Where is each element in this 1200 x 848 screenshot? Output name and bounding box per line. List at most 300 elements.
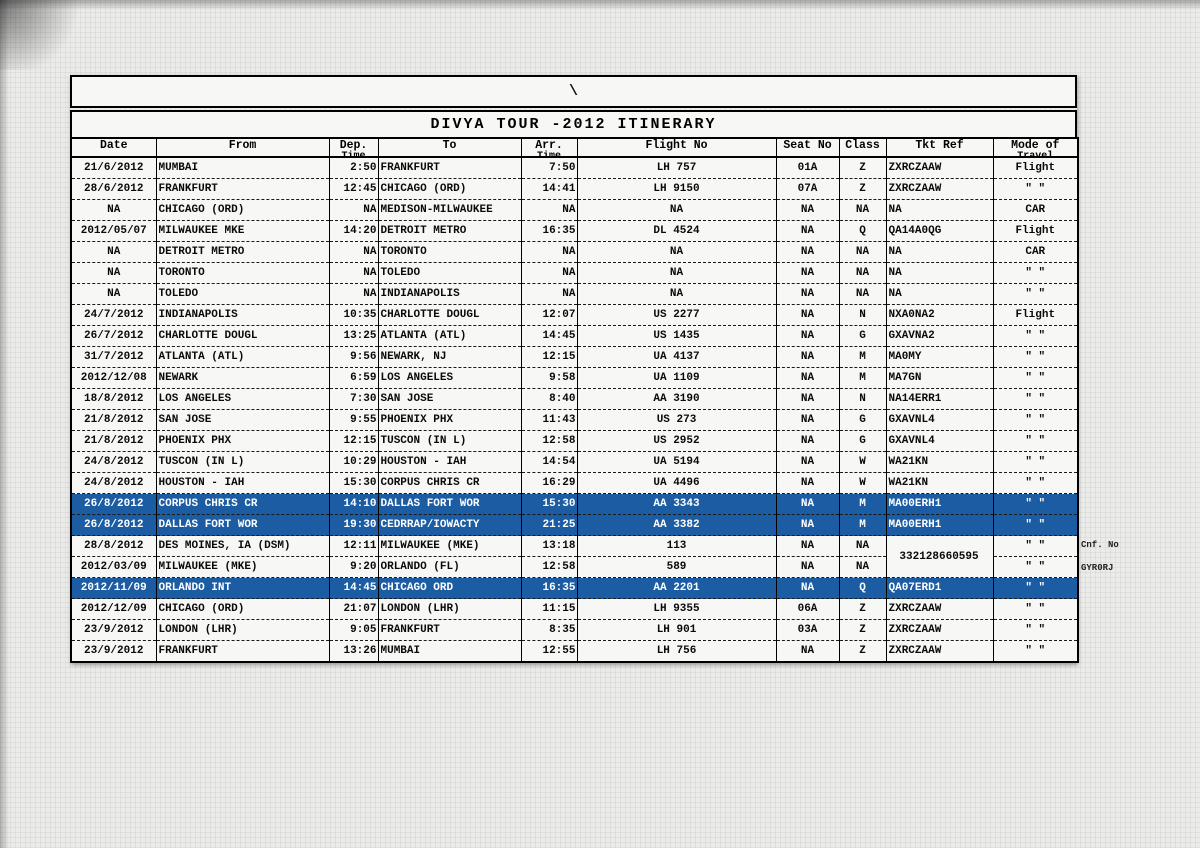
cell-seat: NA: [776, 473, 839, 494]
cell-class: N: [839, 389, 886, 410]
cell-arr: 16:29: [521, 473, 577, 494]
cell-from: FRANKFURT: [156, 641, 329, 663]
cell-seat: 01A: [776, 157, 839, 179]
cell-dep: 6:59: [329, 368, 378, 389]
cell-seat: NA: [776, 347, 839, 368]
col-header-label: Class: [845, 139, 880, 152]
cell-flight: AA 3343: [577, 494, 776, 515]
col-header-seat: [776, 138, 839, 157]
cell-from: CORPUS CHRIS CR: [156, 494, 329, 515]
col-header-subline: Travel: [1017, 151, 1054, 162]
cell-to: MILWAUKEE (MKE): [378, 536, 521, 557]
cell-arr: 8:35: [521, 620, 577, 641]
cell-mode: " ": [993, 368, 1078, 389]
cell-date: 24/8/2012: [71, 473, 156, 494]
cell-seat: NA: [776, 284, 839, 305]
cell-flight: US 2277: [577, 305, 776, 326]
title-bar: [70, 110, 1077, 137]
table-row: [71, 536, 1078, 557]
cell-seat: NA: [776, 515, 839, 536]
cell-mode: " ": [993, 620, 1078, 641]
cell-mode: " ": [993, 347, 1078, 368]
cell-dep: 12:45: [329, 179, 378, 200]
table-row: [71, 599, 1078, 620]
cell-seat: NA: [776, 221, 839, 242]
cell-class: W: [839, 452, 886, 473]
table-row: [71, 578, 1078, 599]
cell-from: NEWARK: [156, 368, 329, 389]
cell-arr: 9:58: [521, 368, 577, 389]
cell-flight: 589: [577, 557, 776, 578]
cell-seat: NA: [776, 494, 839, 515]
cell-tkt: 332128660595: [886, 536, 993, 578]
cell-from: DETROIT METRO: [156, 242, 329, 263]
scan-shadow-top: [0, 0, 1200, 10]
table-row: [71, 389, 1078, 410]
cell-dep: 9:55: [329, 410, 378, 431]
cell-mode: " ": [993, 494, 1078, 515]
cell-seat: NA: [776, 242, 839, 263]
cell-seat: 07A: [776, 179, 839, 200]
cell-flight: NA: [577, 242, 776, 263]
cell-arr: 8:40: [521, 389, 577, 410]
cell-to: INDIANAPOLIS: [378, 284, 521, 305]
cell-date: 21/6/2012: [71, 157, 156, 179]
cell-date: 2012/12/08: [71, 368, 156, 389]
col-header-label: To: [442, 139, 457, 152]
table-row: [71, 179, 1078, 200]
col-header-label: Date: [99, 139, 128, 152]
cell-dep: 2:50: [329, 157, 378, 179]
cell-dep: 7:30: [329, 389, 378, 410]
col-header-label: Seat No: [783, 139, 832, 152]
cell-mode: " ": [993, 599, 1078, 620]
cell-tkt: WA21KN: [886, 473, 993, 494]
cell-seat: NA: [776, 578, 839, 599]
cell-arr: 11:43: [521, 410, 577, 431]
col-header-to: [378, 138, 521, 157]
table-row: [71, 452, 1078, 473]
col-header-tkt: [886, 138, 993, 157]
scan-shadow-left: [0, 0, 9, 848]
cell-date: 21/8/2012: [71, 410, 156, 431]
cell-mode: " ": [993, 389, 1078, 410]
cell-flight: UA 4496: [577, 473, 776, 494]
cell-from: MUMBAI: [156, 157, 329, 179]
cell-date: 24/8/2012: [71, 452, 156, 473]
cell-to: ATLANTA (ATL): [378, 326, 521, 347]
cell-arr: NA: [521, 284, 577, 305]
cell-arr: 12:58: [521, 557, 577, 578]
itinerary-document: [70, 75, 1077, 663]
cell-from: MILWAUKEE MKE: [156, 221, 329, 242]
table-row: [71, 200, 1078, 221]
cell-seat: NA: [776, 452, 839, 473]
cell-seat: NA: [776, 557, 839, 578]
cell-date: 31/7/2012: [71, 347, 156, 368]
cell-class: Q: [839, 221, 886, 242]
cell-class: G: [839, 326, 886, 347]
cell-seat: NA: [776, 536, 839, 557]
table-row: [71, 368, 1078, 389]
cell-from: ATLANTA (ATL): [156, 347, 329, 368]
cell-dep: 9:20: [329, 557, 378, 578]
col-header-from: [156, 138, 329, 157]
cell-date: NA: [71, 284, 156, 305]
cell-flight: DL 4524: [577, 221, 776, 242]
cell-class: N: [839, 305, 886, 326]
cell-arr: 12:15: [521, 347, 577, 368]
col-header-dep: [329, 138, 378, 162]
cell-flight: UA 1109: [577, 368, 776, 389]
cell-class: Z: [839, 620, 886, 641]
cell-dep: 12:11: [329, 536, 378, 557]
cell-dep: 14:45: [329, 578, 378, 599]
header-row: [71, 138, 1078, 157]
col-header-label: Mode of: [1011, 139, 1060, 152]
cell-date: 24/7/2012: [71, 305, 156, 326]
page-title: DIVYA TOUR -2012 ITINERARY: [430, 116, 717, 133]
table-row: [71, 473, 1078, 494]
col-header-mode: [993, 138, 1078, 162]
table-row: [71, 431, 1078, 452]
cell-seat: NA: [776, 263, 839, 284]
cell-date: 2012/11/09: [71, 578, 156, 599]
col-header-date: [71, 138, 156, 157]
confirmation-label: Cnf. No: [1081, 540, 1119, 550]
cell-from: TOLEDO: [156, 284, 329, 305]
cell-tkt: MA0MY: [886, 347, 993, 368]
cell-from: LOS ANGELES: [156, 389, 329, 410]
cell-flight: US 2952: [577, 431, 776, 452]
cell-arr: 14:45: [521, 326, 577, 347]
top-mark: \: [568, 83, 578, 100]
col-header-label: From: [228, 139, 257, 152]
cell-dep: NA: [329, 200, 378, 221]
cell-from: SAN JOSE: [156, 410, 329, 431]
cell-date: 2012/12/09: [71, 599, 156, 620]
confirmation-note: [1081, 540, 1191, 573]
cell-to: FRANKFURT: [378, 620, 521, 641]
cell-date: 2012/03/09: [71, 557, 156, 578]
cell-seat: NA: [776, 305, 839, 326]
table-row: [71, 221, 1078, 242]
cell-mode: " ": [993, 473, 1078, 494]
table-header: [71, 138, 1078, 162]
cell-tkt: NA: [886, 263, 993, 284]
cell-dep: 15:30: [329, 473, 378, 494]
top-mark-box: [70, 75, 1077, 108]
cell-date: NA: [71, 263, 156, 284]
col-header-subline: Time: [536, 151, 561, 162]
cell-to: DETROIT METRO: [378, 221, 521, 242]
itinerary-table: [70, 137, 1079, 663]
cell-dep: 9:05: [329, 620, 378, 641]
table-body: [71, 157, 1078, 662]
cell-to: FRANKFURT: [378, 157, 521, 179]
cell-tkt: NA: [886, 200, 993, 221]
cell-to: MEDISON-MILWAUKEE: [378, 200, 521, 221]
cell-flight: AA 2201: [577, 578, 776, 599]
cell-dep: 13:26: [329, 641, 378, 663]
cell-arr: 14:41: [521, 179, 577, 200]
cell-arr: 12:58: [521, 431, 577, 452]
cell-to: PHOENIX PHX: [378, 410, 521, 431]
cell-class: NA: [839, 557, 886, 578]
cell-date: 2012/05/07: [71, 221, 156, 242]
cell-flight: LH 756: [577, 641, 776, 663]
cell-seat: 06A: [776, 599, 839, 620]
cell-tkt: QA07ERD1: [886, 578, 993, 599]
table-row: [71, 410, 1078, 431]
col-header-label: Flight No: [645, 139, 708, 152]
cell-to: MUMBAI: [378, 641, 521, 663]
table-row: [71, 263, 1078, 284]
cell-from: PHOENIX PHX: [156, 431, 329, 452]
cell-dep: 12:15: [329, 431, 378, 452]
cell-from: INDIANAPOLIS: [156, 305, 329, 326]
cell-date: 26/8/2012: [71, 515, 156, 536]
cell-class: M: [839, 515, 886, 536]
cell-class: NA: [839, 263, 886, 284]
cell-tkt: ZXRCZAAW: [886, 179, 993, 200]
cell-date: 28/8/2012: [71, 536, 156, 557]
cell-from: MILWAUKEE (MKE): [156, 557, 329, 578]
cell-tkt: MA7GN: [886, 368, 993, 389]
cell-class: Z: [839, 599, 886, 620]
cell-dep: 14:10: [329, 494, 378, 515]
cell-from: CHICAGO (ORD): [156, 200, 329, 221]
cell-from: DALLAS FORT WOR: [156, 515, 329, 536]
cell-class: NA: [839, 536, 886, 557]
cell-date: 26/7/2012: [71, 326, 156, 347]
cell-arr: NA: [521, 200, 577, 221]
table-row: [71, 641, 1078, 663]
col-header-class: [839, 138, 886, 157]
cell-class: Z: [839, 179, 886, 200]
cell-from: LONDON (LHR): [156, 620, 329, 641]
cell-arr: 15:30: [521, 494, 577, 515]
table-row: [71, 284, 1078, 305]
table-row: [71, 347, 1078, 368]
cell-to: LOS ANGELES: [378, 368, 521, 389]
cell-seat: NA: [776, 431, 839, 452]
cell-date: 26/8/2012: [71, 494, 156, 515]
cell-dep: NA: [329, 242, 378, 263]
cell-tkt: NA: [886, 284, 993, 305]
cell-arr: 12:55: [521, 641, 577, 663]
cell-to: CHARLOTTE DOUGL: [378, 305, 521, 326]
cell-dep: 9:56: [329, 347, 378, 368]
confirmation-value: GYR0RJ: [1081, 563, 1114, 573]
col-header-label: Tkt Ref: [915, 139, 964, 152]
cell-seat: NA: [776, 389, 839, 410]
cell-to: TUSCON (IN L): [378, 431, 521, 452]
cell-class: Z: [839, 157, 886, 179]
cell-tkt: GXAVNL4: [886, 431, 993, 452]
cell-dep: 14:20: [329, 221, 378, 242]
cell-from: CHARLOTTE DOUGL: [156, 326, 329, 347]
cell-seat: NA: [776, 200, 839, 221]
cell-tkt: NA14ERR1: [886, 389, 993, 410]
col-header-subline: Time: [341, 151, 366, 162]
cell-to: CORPUS CHRIS CR: [378, 473, 521, 494]
cell-arr: 11:15: [521, 599, 577, 620]
cell-date: 23/9/2012: [71, 620, 156, 641]
cell-flight: LH 9150: [577, 179, 776, 200]
cell-to: TOLEDO: [378, 263, 521, 284]
cell-arr: 7:50: [521, 157, 577, 179]
cell-to: CHICAGO ORD: [378, 578, 521, 599]
cell-dep: 10:35: [329, 305, 378, 326]
cell-date: NA: [71, 242, 156, 263]
table-row: [71, 620, 1078, 641]
cell-mode: CAR: [993, 200, 1078, 221]
cell-flight: NA: [577, 263, 776, 284]
cell-from: FRANKFURT: [156, 179, 329, 200]
cell-flight: LH 9355: [577, 599, 776, 620]
cell-tkt: ZXRCZAAW: [886, 641, 993, 663]
table-row: [71, 157, 1078, 179]
cell-arr: 16:35: [521, 578, 577, 599]
cell-seat: NA: [776, 326, 839, 347]
col-header-label: Arr.: [535, 139, 563, 152]
cell-arr: 13:18: [521, 536, 577, 557]
cell-class: NA: [839, 242, 886, 263]
cell-seat: NA: [776, 368, 839, 389]
cell-to: SAN JOSE: [378, 389, 521, 410]
cell-mode: " ": [993, 410, 1078, 431]
cell-class: Z: [839, 641, 886, 663]
cell-dep: 21:07: [329, 599, 378, 620]
cell-class: M: [839, 347, 886, 368]
cell-dep: NA: [329, 263, 378, 284]
cell-mode: " ": [993, 179, 1078, 200]
cell-tkt: ZXRCZAAW: [886, 620, 993, 641]
cell-mode: " ": [993, 578, 1078, 599]
cell-date: 23/9/2012: [71, 641, 156, 663]
cell-flight: NA: [577, 200, 776, 221]
cell-class: Q: [839, 578, 886, 599]
cell-to: LONDON (LHR): [378, 599, 521, 620]
cell-flight: LH 757: [577, 157, 776, 179]
cell-to: TORONTO: [378, 242, 521, 263]
cell-date: 18/8/2012: [71, 389, 156, 410]
cell-tkt: GXAVNA2: [886, 326, 993, 347]
col-header-flight: [577, 138, 776, 157]
cell-class: M: [839, 494, 886, 515]
cell-flight: LH 901: [577, 620, 776, 641]
cell-mode: " ": [993, 536, 1078, 557]
cell-arr: NA: [521, 263, 577, 284]
cell-class: NA: [839, 200, 886, 221]
cell-flight: AA 3382: [577, 515, 776, 536]
cell-class: G: [839, 431, 886, 452]
cell-mode: " ": [993, 557, 1078, 578]
scan-shadow-corner: [0, 0, 90, 70]
cell-flight: UA 5194: [577, 452, 776, 473]
cell-to: DALLAS FORT WOR: [378, 494, 521, 515]
cell-mode: " ": [993, 263, 1078, 284]
cell-from: CHICAGO (ORD): [156, 599, 329, 620]
cell-arr: 21:25: [521, 515, 577, 536]
cell-date: 28/6/2012: [71, 179, 156, 200]
cell-flight: US 273: [577, 410, 776, 431]
cell-tkt: ZXRCZAAW: [886, 599, 993, 620]
cell-tkt: ZXRCZAAW: [886, 157, 993, 179]
cell-to: CHICAGO (ORD): [378, 179, 521, 200]
cell-mode: Flight: [993, 157, 1078, 179]
cell-arr: NA: [521, 242, 577, 263]
cell-seat: NA: [776, 410, 839, 431]
cell-mode: " ": [993, 326, 1078, 347]
cell-arr: 12:07: [521, 305, 577, 326]
cell-to: ORLANDO (FL): [378, 557, 521, 578]
cell-from: DES MOINES, IA (DSM): [156, 536, 329, 557]
cell-arr: 16:35: [521, 221, 577, 242]
cell-from: HOUSTON - IAH: [156, 473, 329, 494]
cell-mode: " ": [993, 431, 1078, 452]
table-row: [71, 242, 1078, 263]
col-header-label: Dep.: [339, 139, 368, 152]
cell-arr: 14:54: [521, 452, 577, 473]
cell-seat: NA: [776, 641, 839, 663]
table-row: [71, 515, 1078, 536]
cell-class: M: [839, 368, 886, 389]
cell-flight: US 1435: [577, 326, 776, 347]
cell-flight: UA 4137: [577, 347, 776, 368]
table-row: [71, 494, 1078, 515]
cell-class: G: [839, 410, 886, 431]
cell-from: ORLANDO INT: [156, 578, 329, 599]
cell-date: NA: [71, 200, 156, 221]
cell-flight: NA: [577, 284, 776, 305]
col-header-arr: [521, 138, 577, 162]
cell-to: HOUSTON - IAH: [378, 452, 521, 473]
cell-dep: 13:25: [329, 326, 378, 347]
cell-tkt: NA: [886, 242, 993, 263]
cell-mode: " ": [993, 515, 1078, 536]
cell-tkt: QA14A0QG: [886, 221, 993, 242]
cell-tkt: NXA0NA2: [886, 305, 993, 326]
cell-mode: " ": [993, 452, 1078, 473]
cell-from: TUSCON (IN L): [156, 452, 329, 473]
cell-tkt: WA21KN: [886, 452, 993, 473]
cell-mode: Flight: [993, 305, 1078, 326]
cell-class: NA: [839, 284, 886, 305]
cell-dep: 10:29: [329, 452, 378, 473]
cell-mode: Flight: [993, 221, 1078, 242]
cell-seat: 03A: [776, 620, 839, 641]
cell-class: W: [839, 473, 886, 494]
cell-from: TORONTO: [156, 263, 329, 284]
cell-dep: NA: [329, 284, 378, 305]
cell-flight: AA 3190: [577, 389, 776, 410]
cell-tkt: MA00ERH1: [886, 494, 993, 515]
cell-tkt: GXAVNL4: [886, 410, 993, 431]
table-row: [71, 326, 1078, 347]
cell-to: NEWARK, NJ: [378, 347, 521, 368]
cell-mode: CAR: [993, 242, 1078, 263]
cell-date: 21/8/2012: [71, 431, 156, 452]
cell-tkt: MA00ERH1: [886, 515, 993, 536]
cell-mode: " ": [993, 641, 1078, 663]
table-row: [71, 305, 1078, 326]
cell-to: CEDRRAP/IOWACTY: [378, 515, 521, 536]
cell-dep: 19:30: [329, 515, 378, 536]
cell-flight: 113: [577, 536, 776, 557]
cell-mode: " ": [993, 284, 1078, 305]
